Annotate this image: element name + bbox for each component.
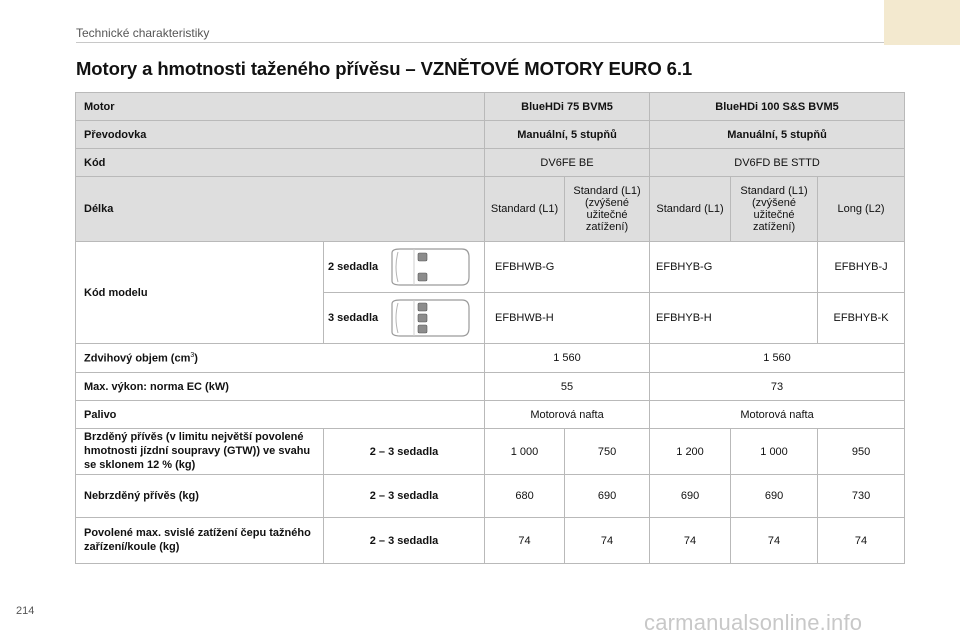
unbraked-trailer-label: Nebrzděný přívěs (kg) xyxy=(76,475,324,518)
unbraked-trailer-value: 690 xyxy=(650,475,731,518)
length-label: Délka xyxy=(76,177,485,242)
power-col1: 55 xyxy=(485,373,650,401)
row-model-2-seats xyxy=(76,242,905,293)
page-title: Motory a hmotnosti taženého přívěsu – VZNĚTOVÉ MOTORY EURO 6.1 xyxy=(76,58,693,79)
braked-trailer-seats: 2 – 3 sedadla xyxy=(324,429,485,475)
motor-col2: BlueHDi 100 S&S BVM5 xyxy=(650,93,905,121)
page-number: 214 xyxy=(16,605,35,617)
power-label: Max. výkon: norma EC (kW) xyxy=(76,373,485,401)
section-header: Technické charakteristiky xyxy=(76,26,210,40)
displacement-col1: 1 560 xyxy=(485,344,650,373)
braked-trailer-value: 1 200 xyxy=(650,429,731,475)
row-gearbox xyxy=(76,121,905,149)
power-col2: 73 xyxy=(650,373,905,401)
gearbox-col1: Manuální, 5 stupňů xyxy=(485,121,650,149)
code-col2: DV6FD BE STTD xyxy=(650,149,905,177)
braked-trailer-value: 950 xyxy=(818,429,905,475)
engine-spec-table xyxy=(75,92,905,564)
van-topview-3-seats-icon xyxy=(388,298,472,338)
nose-weight-value: 74 xyxy=(565,518,650,564)
model-code-cell: EFBHYB-G xyxy=(650,242,818,293)
model-code-cell: EFBHYB-J xyxy=(818,242,905,293)
header-divider xyxy=(76,42,884,43)
code-label: Kód xyxy=(76,149,485,177)
watermark: carmanualsonline.info xyxy=(644,610,863,635)
nose-weight-label: Povolené max. svislé zatížení čepu tažného zařízení/koule (kg) xyxy=(76,518,324,564)
seats-3-cell xyxy=(324,293,485,344)
braked-trailer-value: 1 000 xyxy=(485,429,565,475)
motor-label: Motor xyxy=(76,93,485,121)
fuel-label: Palivo xyxy=(76,401,485,429)
displacement-col2: 1 560 xyxy=(650,344,905,373)
nose-weight-value: 74 xyxy=(818,518,905,564)
unbraked-trailer-value: 690 xyxy=(565,475,650,518)
row-code xyxy=(76,149,905,177)
displacement-unit-sup: 3 xyxy=(190,351,195,359)
model-code-label: Kód modelu xyxy=(76,242,324,344)
row-braked-trailer xyxy=(76,429,905,475)
length-value: Standard (L1) xyxy=(650,177,731,242)
fuel-col2: Motorová nafta xyxy=(650,401,905,429)
van-topview-2-seats-icon xyxy=(388,247,472,287)
nose-weight-value: 74 xyxy=(485,518,565,564)
seats-2-label: 2 sedadla xyxy=(328,261,379,273)
model-code-cell: EFBHWB-H xyxy=(485,293,650,344)
length-value: Standard (L1) (zvýšené užitečné zatížení) xyxy=(565,177,650,242)
row-unbraked-trailer xyxy=(76,475,905,518)
length-value: Long (L2) xyxy=(818,177,905,242)
unbraked-trailer-value: 690 xyxy=(731,475,818,518)
model-code-cell: EFBHYB-H xyxy=(650,293,818,344)
row-motor xyxy=(76,93,905,121)
row-power xyxy=(76,373,905,401)
nose-weight-value: 74 xyxy=(731,518,818,564)
length-value: Standard (L1) (zvýšené užitečné zatížení) xyxy=(731,177,818,242)
code-col1: DV6FE BE xyxy=(485,149,650,177)
unbraked-trailer-value: 680 xyxy=(485,475,565,518)
row-fuel xyxy=(76,401,905,429)
row-displacement xyxy=(76,344,905,373)
displacement-label-text: Zdvihový objem (cm xyxy=(84,352,191,365)
motor-col1: BlueHDi 75 BVM5 xyxy=(485,93,650,121)
model-code-cell: EFBHYB-K xyxy=(818,293,905,344)
seats-2-cell xyxy=(324,242,485,293)
model-code-cell: EFBHWB-G xyxy=(485,242,650,293)
displacement-label-end: ) xyxy=(194,352,198,365)
displacement-label xyxy=(76,344,485,373)
fuel-col1: Motorová nafta xyxy=(485,401,650,429)
header-tab xyxy=(884,0,960,45)
gearbox-col2: Manuální, 5 stupňů xyxy=(650,121,905,149)
nose-weight-value: 74 xyxy=(650,518,731,564)
braked-trailer-value: 1 000 xyxy=(731,429,818,475)
braked-trailer-label: Brzděný přívěs (v limitu největší povolené hmotnosti jízdní soupravy (GTW)) ve svahu se sklonem 12 % (kg) xyxy=(76,429,324,475)
gearbox-label: Převodovka xyxy=(76,121,485,149)
unbraked-trailer-seats: 2 – 3 sedadla xyxy=(324,475,485,518)
braked-trailer-value: 750 xyxy=(565,429,650,475)
nose-weight-seats: 2 – 3 sedadla xyxy=(324,518,485,564)
length-value: Standard (L1) xyxy=(485,177,565,242)
row-length xyxy=(76,177,905,242)
unbraked-trailer-value: 730 xyxy=(818,475,905,518)
row-nose-weight xyxy=(76,518,905,564)
seats-3-label: 3 sedadla xyxy=(328,312,379,324)
